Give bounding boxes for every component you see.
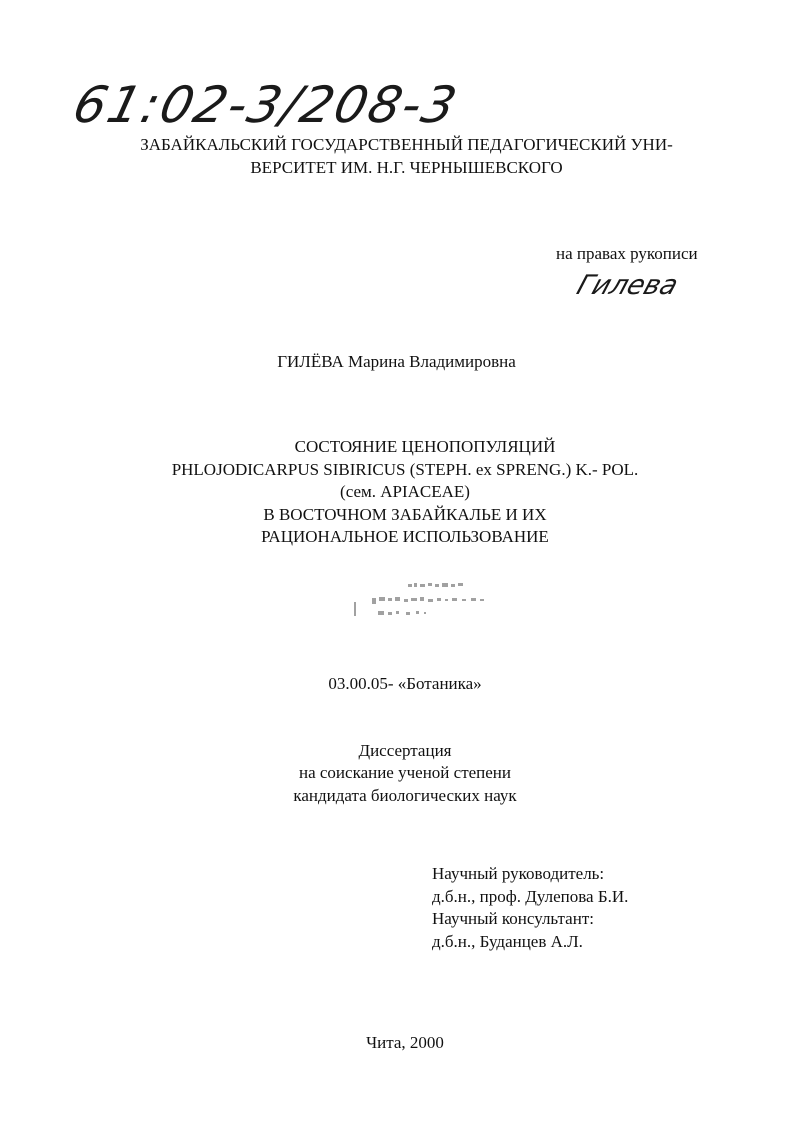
title-line-1: СОСТОЯНИЕ ЦЕНОПОПУЛЯЦИЙ: [294, 437, 556, 456]
dissertation-line-3: кандидата биологических наук: [293, 786, 517, 805]
author-name: ГИЛЁВА Марина Владимировна: [277, 352, 516, 371]
title-line-2: PHLOJODICARPUS SIBIRICUS (STEPH. ex SPRENG.) K.- POL.: [171, 460, 639, 479]
title-line-5: РАЦИОНАЛЬНОЕ ИСПОЛЬЗОВАНИЕ: [261, 527, 549, 546]
title-line-3: (сем. APIACEAE): [340, 482, 470, 501]
handwritten-archive-number: 61:02-3/208-3: [67, 76, 465, 134]
consultant-label: Научный консультант:: [432, 909, 594, 928]
manuscript-rights-label: на правах рукописи: [556, 244, 698, 263]
university-line-1: ЗАБАЙКАЛЬСКИЙ ГОСУДАРСТВЕННЫЙ ПЕДАГОГИЧЕСКИЙ УНИ-: [140, 135, 673, 154]
specialty-code: 03.00.05- «Ботаника»: [328, 674, 482, 693]
university-line-2: ВЕРСИТЕТ ИМ. Н.Г. ЧЕРНЫШЕВСКОГО: [250, 158, 563, 177]
dissertation-line-2: на соискание ученой степени: [298, 763, 512, 782]
title-line-4: В ВОСТОЧНОМ ЗАБАЙКАЛЬЕ И ИХ: [263, 505, 547, 524]
consultant-name: д.б.н., Буданцев А.Л.: [432, 932, 583, 951]
city-year: Чита, 2000: [366, 1033, 444, 1052]
supervisor-name: д.б.н., проф. Дулепова Б.И.: [432, 887, 629, 906]
handwritten-signature: Гилева: [572, 270, 682, 301]
supervisor-label: Научный руководитель:: [432, 864, 605, 883]
dissertation-line-1: Диссертация: [358, 741, 452, 760]
faded-library-stamp: [352, 578, 502, 638]
